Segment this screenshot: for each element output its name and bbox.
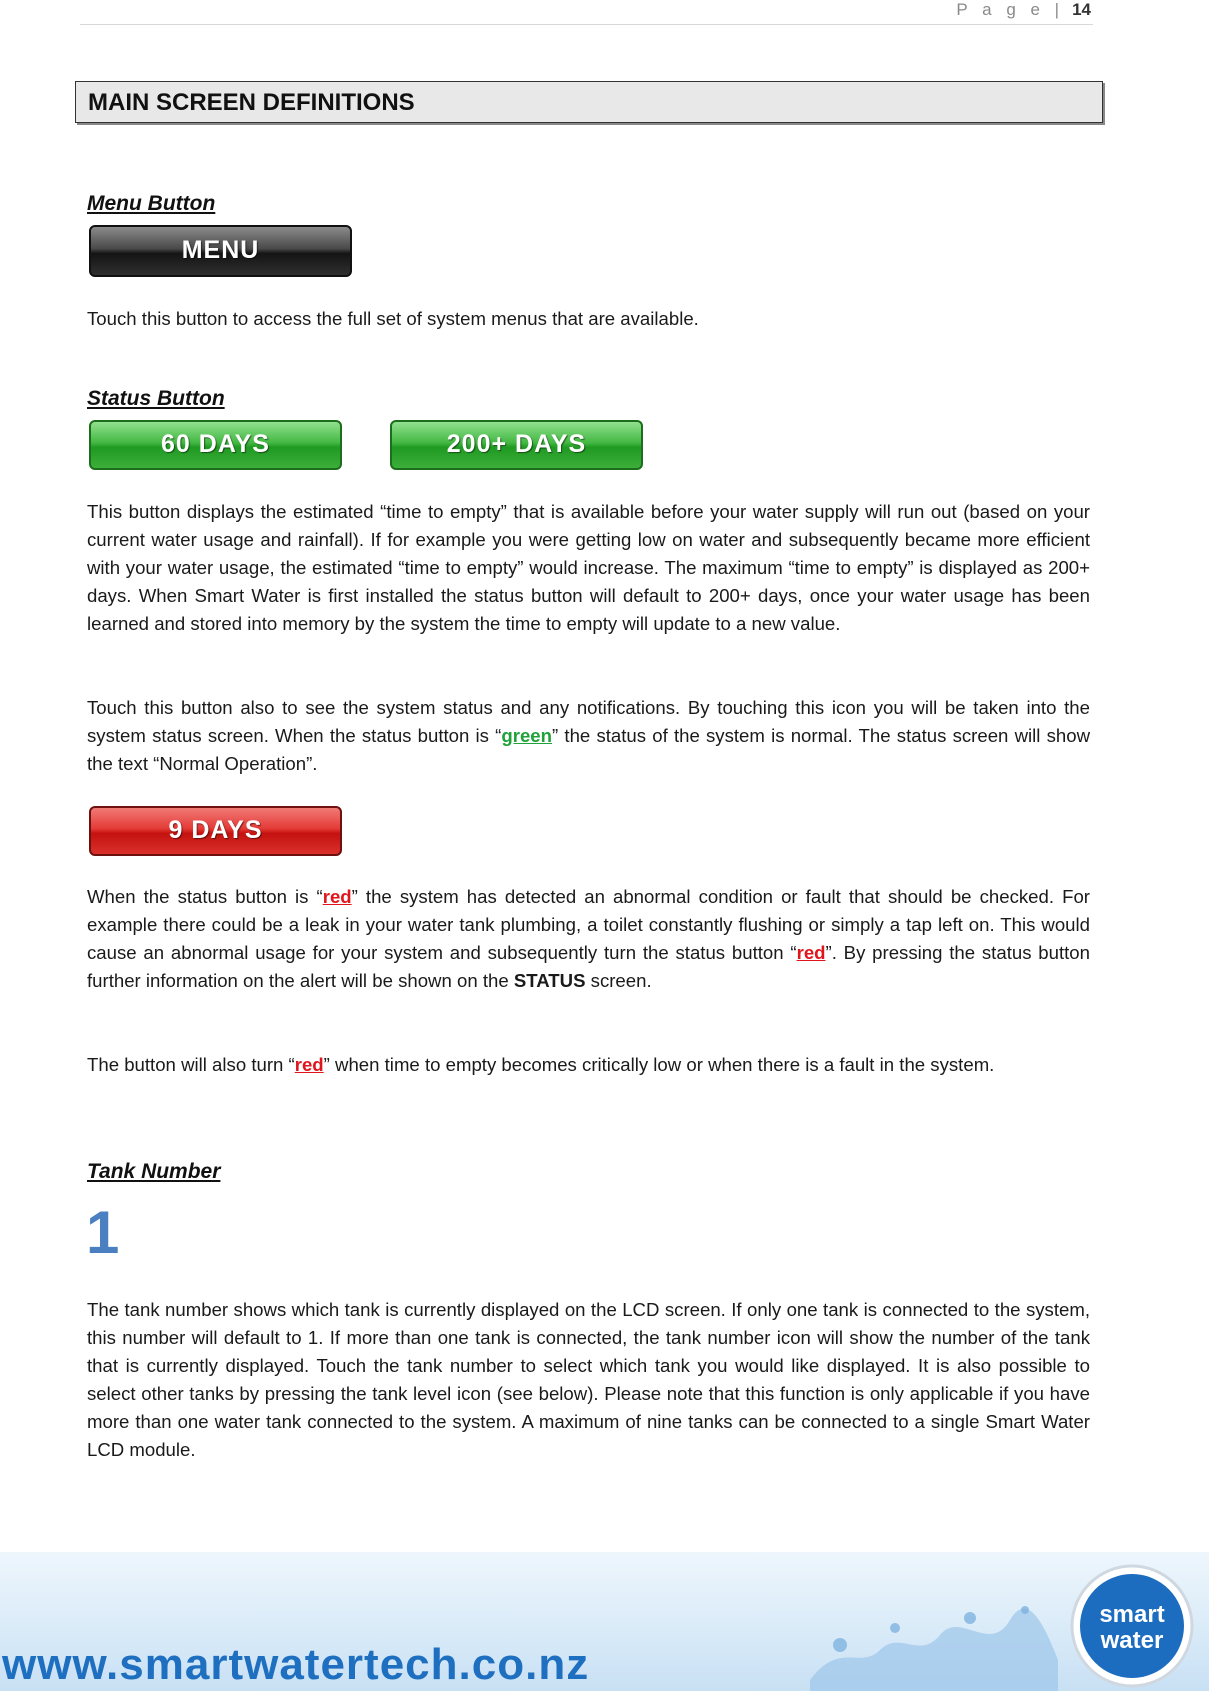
red-word: red	[322, 886, 352, 907]
page-header	[80, 0, 1093, 25]
water-splash-graphic	[800, 1600, 1060, 1691]
page-number: 14	[1072, 0, 1091, 19]
menu-button-illustration: MENU	[89, 225, 352, 277]
red-word: red	[294, 1054, 324, 1075]
red-word: red	[796, 942, 826, 963]
smart-water-logo	[1060, 1560, 1200, 1690]
footer-url: www.smartwatertech.co.nz	[2, 1640, 590, 1689]
green-word: green	[501, 725, 553, 746]
logo-text-water: water	[1100, 1627, 1164, 1654]
tank-number-icon: 1	[86, 1199, 120, 1266]
status-button-9-days: 9 DAYS	[89, 806, 342, 856]
logo-text-smart: smart	[1099, 1601, 1165, 1628]
section-title-box	[75, 81, 1103, 123]
status-button-60-days: 60 DAYS	[89, 420, 342, 470]
status-paragraph-4: The button will also turn “red” when time to empty becomes critically low or when there is a fault in the system.	[87, 1054, 995, 1075]
page-label: P a g e	[956, 0, 1045, 19]
menu-button-description: Touch this button to access the full set of system menus that are available.	[87, 308, 699, 329]
tank-number-description: The tank number shows which tank is currently displayed on the LCD screen. If only one tank is connected to the system, this number will default to 1. If more than one tank is connected, the tank number icon will show the number of the tank that is currently displayed. Touch the tank number to select which tank you would like displayed. It is also possible to select other tanks by pressing the tank level icon (see below). Please note that this function is only applicable if you have more than one water tank connected to the system. A maximum of nine tanks can be connected to a single Smart Water LCD module.	[87, 1299, 1090, 1460]
status-paragraph-1: This button displays the estimated “time to empty” that is available before your water supply will run out (based on your current water usage and rainfall). If for example you were getting low on water and subsequently became more efficient with your water usage, the estimated “time to empty” would increase. The maximum “time to empty” is displayed as 200+ days. When Smart Water is first installed the status button will default to 200+ days, once your water usage has been learned and stored into memory by the system the time to empty will update to a new value.	[87, 501, 1090, 634]
status-button-heading: Status Button	[87, 387, 225, 410]
status-paragraph-2: Touch this button also to see the system status and any notifications. By touching this icon you will be taken into the system status screen. When the status button is “green” the status of the system is normal. The status screen will show the text “Normal Operation”.	[87, 697, 1091, 774]
status-screen-name: STATUS	[513, 970, 586, 991]
tank-number-heading: Tank Number	[87, 1160, 221, 1183]
status-button-200-days: 200+ DAYS	[390, 420, 643, 470]
page-separator: |	[1054, 0, 1059, 19]
status-paragraph-3: When the status button is “red” the system has detected an abnormal condition or fault that should be checked. For example there could be a leak in your water tank plumbing, a toilet constantly flushing or simply a tap left on. This would cause an abnormal usage for your system and subsequently turn the status button “red”. By pressing the status button further information on the alert will be shown on the STATUS screen.	[87, 886, 1090, 991]
menu-button-heading: Menu Button	[87, 192, 216, 215]
section-title: MAIN SCREEN DEFINITIONS	[88, 89, 415, 116]
